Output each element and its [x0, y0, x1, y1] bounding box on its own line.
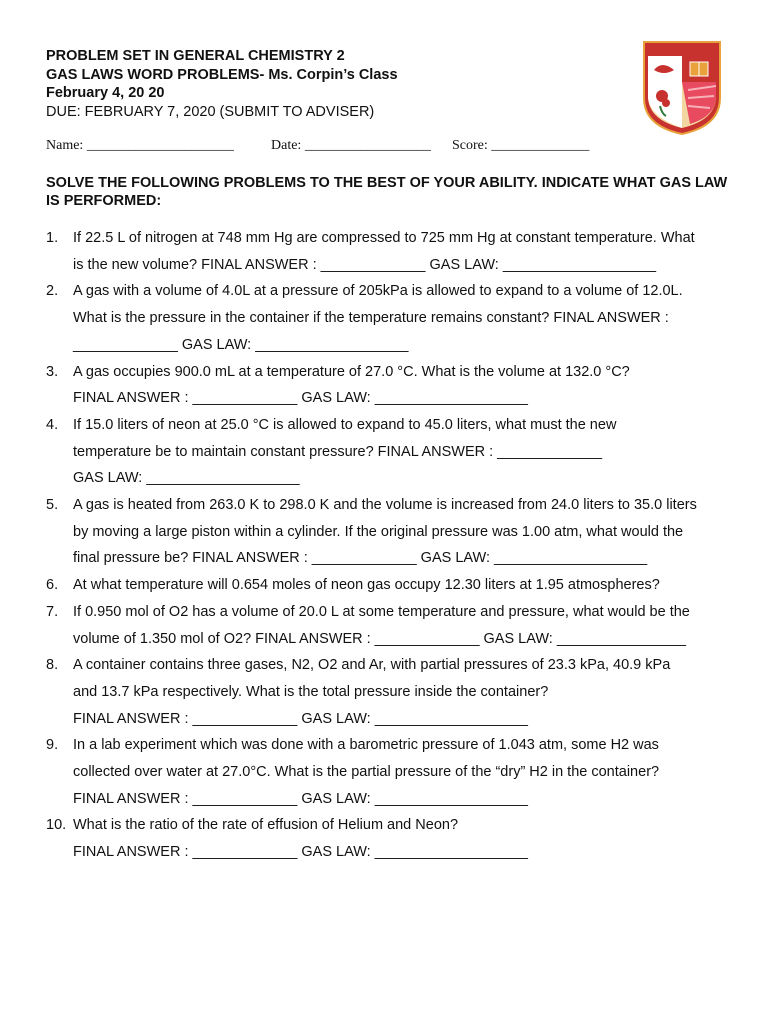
problem-item: [46, 359, 736, 412]
document-header: [46, 47, 626, 121]
problem-text-line: collected over water at 27.0°C. What is the partial pressure of the “dry” H2 in the container?: [73, 764, 660, 781]
problem-item: [46, 572, 736, 599]
course-title: PROBLEM SET IN GENERAL CHEMISTRY 2: [46, 48, 345, 64]
problem-text-line: final pressure be? FINAL ANSWER : _____________ GAS LAW: ___________________: [73, 550, 648, 567]
worksheet-title: GAS LAWS WORD PROBLEMS- Ms. Corpin’s Class: [46, 66, 398, 83]
problem-number: 5.: [46, 497, 59, 514]
problem-text-line: A gas occupies 900.0 mL at a temperature of 27.0 °C. What is the volume at 132.0 °C?: [73, 363, 630, 380]
date-field: Date: __________________: [271, 138, 431, 153]
problem-text-line: FINAL ANSWER : _____________ GAS LAW: ___________________: [73, 790, 528, 807]
problem-text-line: _____________ GAS LAW: ___________________: [73, 336, 409, 353]
problem-text-line: GAS LAW: ___________________: [73, 470, 300, 487]
problem-number: 4.: [46, 416, 59, 433]
problem-item: [46, 225, 736, 278]
problem-item: [46, 652, 736, 732]
student-info-fields: [46, 138, 606, 158]
problem-item: [46, 412, 736, 492]
problem-text-line: If 0.950 mol of O2 has a volume of 20.0 L at some temperature and pressure, what would be the: [73, 603, 690, 620]
problem-number: 7.: [46, 603, 59, 620]
problem-number: 3.: [46, 363, 59, 380]
problem-item: [46, 278, 736, 358]
problem-text-line: At what temperature will 0.654 moles of neon gas occupy 12.30 liters at 1.95 atmospheres?: [73, 577, 660, 594]
problem-number: 2.: [46, 283, 59, 300]
problem-text-line: FINAL ANSWER : _____________ GAS LAW: ___________________: [73, 710, 528, 727]
problem-text-line: A container contains three gases, N2, O2 and Ar, with partial pressures of 23.3 kPa, 40.9 kPa: [73, 657, 671, 674]
score-field: Score: ______________: [452, 138, 590, 153]
problem-text-line: by moving a large piston within a cylinder. If the original pressure was 1.00 atm, what would the: [73, 523, 684, 540]
problem-text-line: FINAL ANSWER : _____________ GAS LAW: ___________________: [73, 844, 528, 861]
problem-number: 8.: [46, 657, 59, 674]
problem-text-line: volume of 1.350 mol of O2? FINAL ANSWER : _____________ GAS LAW: ________________: [73, 630, 686, 647]
problem-number: 1.: [46, 230, 59, 246]
problem-text-line: If 15.0 liters of neon at 25.0 °C is allowed to expand to 45.0 liters, what must the new: [73, 416, 617, 433]
problem-text-line: What is the pressure in the container if the temperature remains constant? FINAL ANSWER :: [73, 310, 669, 327]
problem-item: [46, 732, 736, 812]
problem-text-line: FINAL ANSWER : _____________ GAS LAW: ___________________: [73, 390, 528, 407]
due-date: DUE: FEBRUARY 7, 2020 (SUBMIT TO ADVISER): [46, 103, 375, 120]
problem-text-line: In a lab experiment which was done with a barometric pressure of 1.043 atm, some H2 was: [73, 737, 659, 754]
problem-number: 6.: [46, 577, 59, 594]
problem-number: 10.: [46, 817, 67, 834]
school-seal-logo: [640, 36, 724, 136]
assigned-date: February 4, 20 20: [46, 85, 165, 101]
problem-text-line: temperature be to maintain constant pressure? FINAL ANSWER : _____________: [73, 443, 603, 460]
instructions: SOLVE THE FOLLOWING PROBLEMS TO THE BEST OF YOUR ABILITY. INDICATE WHAT GAS LAW IS PERFORMED:: [46, 175, 728, 209]
problem-number: 9.: [46, 737, 59, 754]
problem-list: [46, 225, 736, 866]
problem-item: [46, 812, 736, 865]
name-field: Name: _____________________: [46, 138, 234, 153]
problem-text-line: is the new volume? FINAL ANSWER : _____________ GAS LAW: ___________________: [73, 256, 657, 273]
problem-text-line: A gas with a volume of 4.0L at a pressure of 205kPa is allowed to expand to a volume of 12.0L.: [73, 283, 683, 300]
problem-item: [46, 599, 736, 652]
problem-item: [46, 492, 736, 572]
problem-text-line: A gas is heated from 263.0 K to 298.0 K and the volume is increased from 24.0 liters to 35.0 liters: [73, 497, 697, 514]
problem-text-line: If 22.5 L of nitrogen at 748 mm Hg are compressed to 725 mm Hg at constant temperature. What: [73, 230, 695, 246]
problem-text-line: and 13.7 kPa respectively. What is the total pressure inside the container?: [73, 683, 549, 700]
problem-text-line: What is the ratio of the rate of effusion of Helium and Neon?: [73, 817, 459, 834]
